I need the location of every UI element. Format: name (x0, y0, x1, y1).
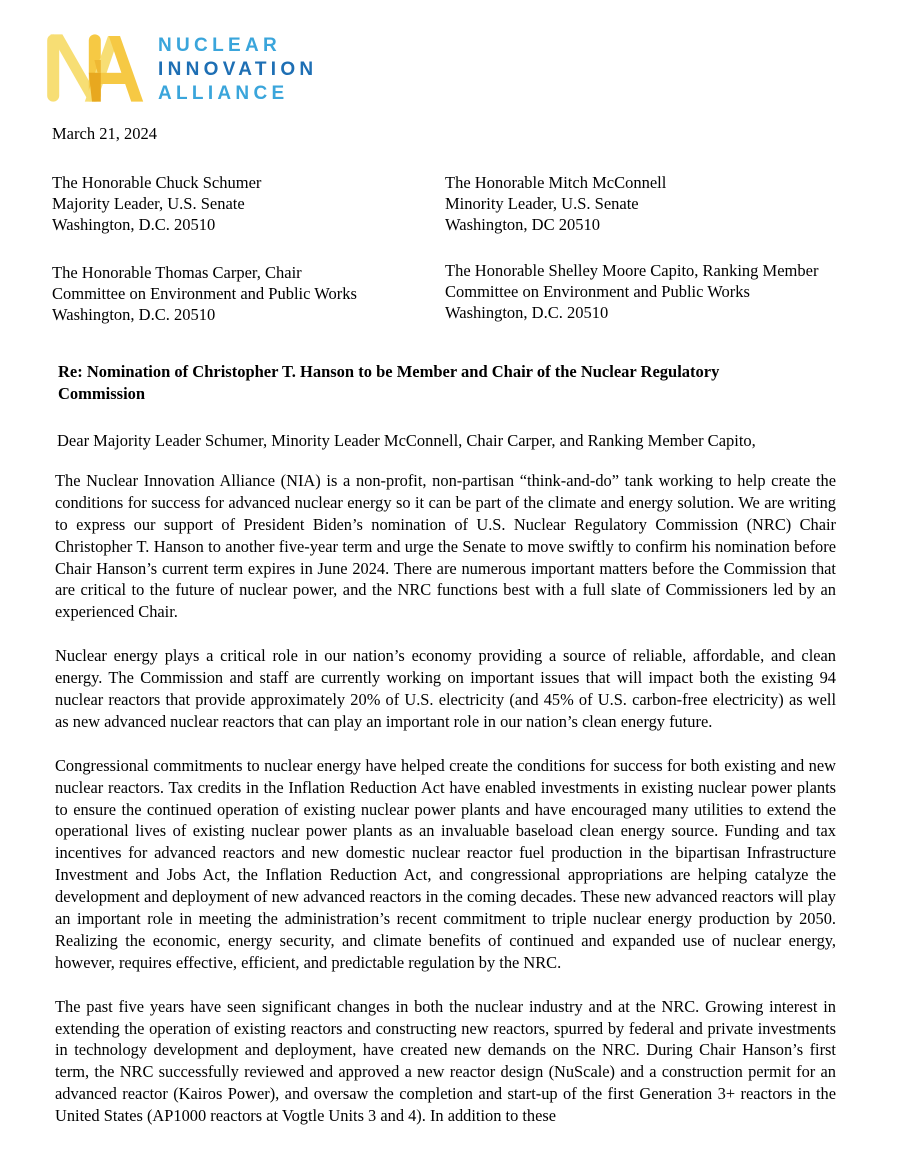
recipient-block-mcconnell (445, 172, 666, 235)
salutation: Dear Majority Leader Schumer, Minority Leader McConnell, Chair Carper, and Ranking Member Capito, (57, 431, 756, 450)
recipient-title: Majority Leader, U.S. Senate (52, 194, 245, 214)
recipient-block-carper (52, 262, 357, 325)
letter-date: March 21, 2024 (52, 124, 157, 143)
recipient-title: Minority Leader, U.S. Senate (445, 194, 639, 214)
wordmark-line-alliance: ALLIANCE (158, 82, 289, 104)
letter-body (55, 470, 836, 1127)
recipient-address: Washington, D.C. 20510 (52, 305, 216, 325)
recipient-name: The Honorable Shelley Moore Capito, Ranking Member (445, 261, 819, 280)
nia-monogram-logo-icon (44, 28, 148, 108)
body-paragraph: The Nuclear Innovation Alliance (NIA) is a non-profit, non-partisan “think-and-do” tank working to help create the conditions for success for advanced nuclear energy so it can be part of the climate and energy solution. We are writing to express our support of President Biden’s nomination of U.S. Nuclear Regulatory Commission (NRC) Chair Christopher T. Hanson to another five-year term and urge the Senate to move swiftly to confirm his nomination before Chair Hanson’s current term expires in June 2024. There are numerous important matters before the Commission that are critical to the future of nuclear power, and the NRC functions best with a full slate of Commissioners led by an experienced Chair. (55, 471, 836, 622)
recipient-block-capito (445, 260, 818, 323)
nia-wordmark (158, 34, 317, 103)
wordmark-line-nuclear: NUCLEAR (158, 34, 281, 56)
recipient-title: Committee on Environment and Public Works (445, 282, 750, 302)
recipient-name: The Honorable Mitch McConnell (445, 173, 667, 192)
letterhead (44, 28, 317, 108)
recipient-block-schumer (52, 172, 261, 235)
recipient-address: Washington, DC 20510 (445, 215, 600, 235)
body-paragraph: The past five years have seen significant changes in both the nuclear industry and at the NRC. Growing interest in extending the operation of existing reactors and constructing new reactors, spurred by federal and private investments in technology development and deployment, have created new demands on the NRC. During Chair Hanson’s first term, the NRC successfully reviewed and approved a new reactor design (NuScale) and a construction permit for an advanced reactor (Kairos Power), and oversaw the completion and start-up of the first Generation 3+ reactors in the United States (AP1000 reactors at Vogtle Units 3 and 4). In addition to these (55, 996, 836, 1126)
recipient-title: Committee on Environment and Public Works (52, 284, 357, 304)
body-paragraph: Congressional commitments to nuclear energy have helped create the conditions for success for both existing and new nuclear reactors. Tax credits in the Inflation Reduction Act have enabled investments in existing nuclear power plants to ensure the continued operation of existing nuclear power plants and have encouraged many utilities to extend the operational lives of existing nuclear power plants as an invaluable baseload clean energy source. Funding and tax incentives for advanced reactors and new domestic nuclear reactor fuel production in the bipartisan Infrastructure Investment and Jobs Act, the Inflation Reduction Act, and congressional appropriations are helping catalyze the development and deployment of new advanced reactors in the coming decades. These new advanced reactors will play an important role in meeting the administration’s recent commitment to triple nuclear energy production by 2050. Realizing the economic, energy security, and climate benefits of continued and expanded use of nuclear energy, however, requires effective, efficient, and predictable regulation by the NRC. (55, 755, 836, 972)
recipient-name: The Honorable Chuck Schumer (52, 173, 262, 192)
recipient-address: Washington, D.C. 20510 (52, 215, 216, 235)
recipient-name: The Honorable Thomas Carper, Chair (52, 263, 302, 282)
wordmark-line-innovation: INNOVATION (158, 58, 318, 80)
recipient-address: Washington, D.C. 20510 (445, 303, 609, 323)
body-paragraph: Nuclear energy plays a critical role in our nation’s economy providing a source of reliable, affordable, and clean energy. The Commission and staff are currently working on important issues that will impact both the existing 94 nuclear reactors that provide approximately 20% of U.S. electricity (and 45% of U.S. carbon-free electricity) as well as new advanced nuclear reactors that can play an important role in our nation’s clean energy future. (55, 646, 836, 731)
subject-line: Re: Nomination of Christopher T. Hanson to be Member and Chair of the Nuclear Regulatory Commission (58, 362, 720, 403)
